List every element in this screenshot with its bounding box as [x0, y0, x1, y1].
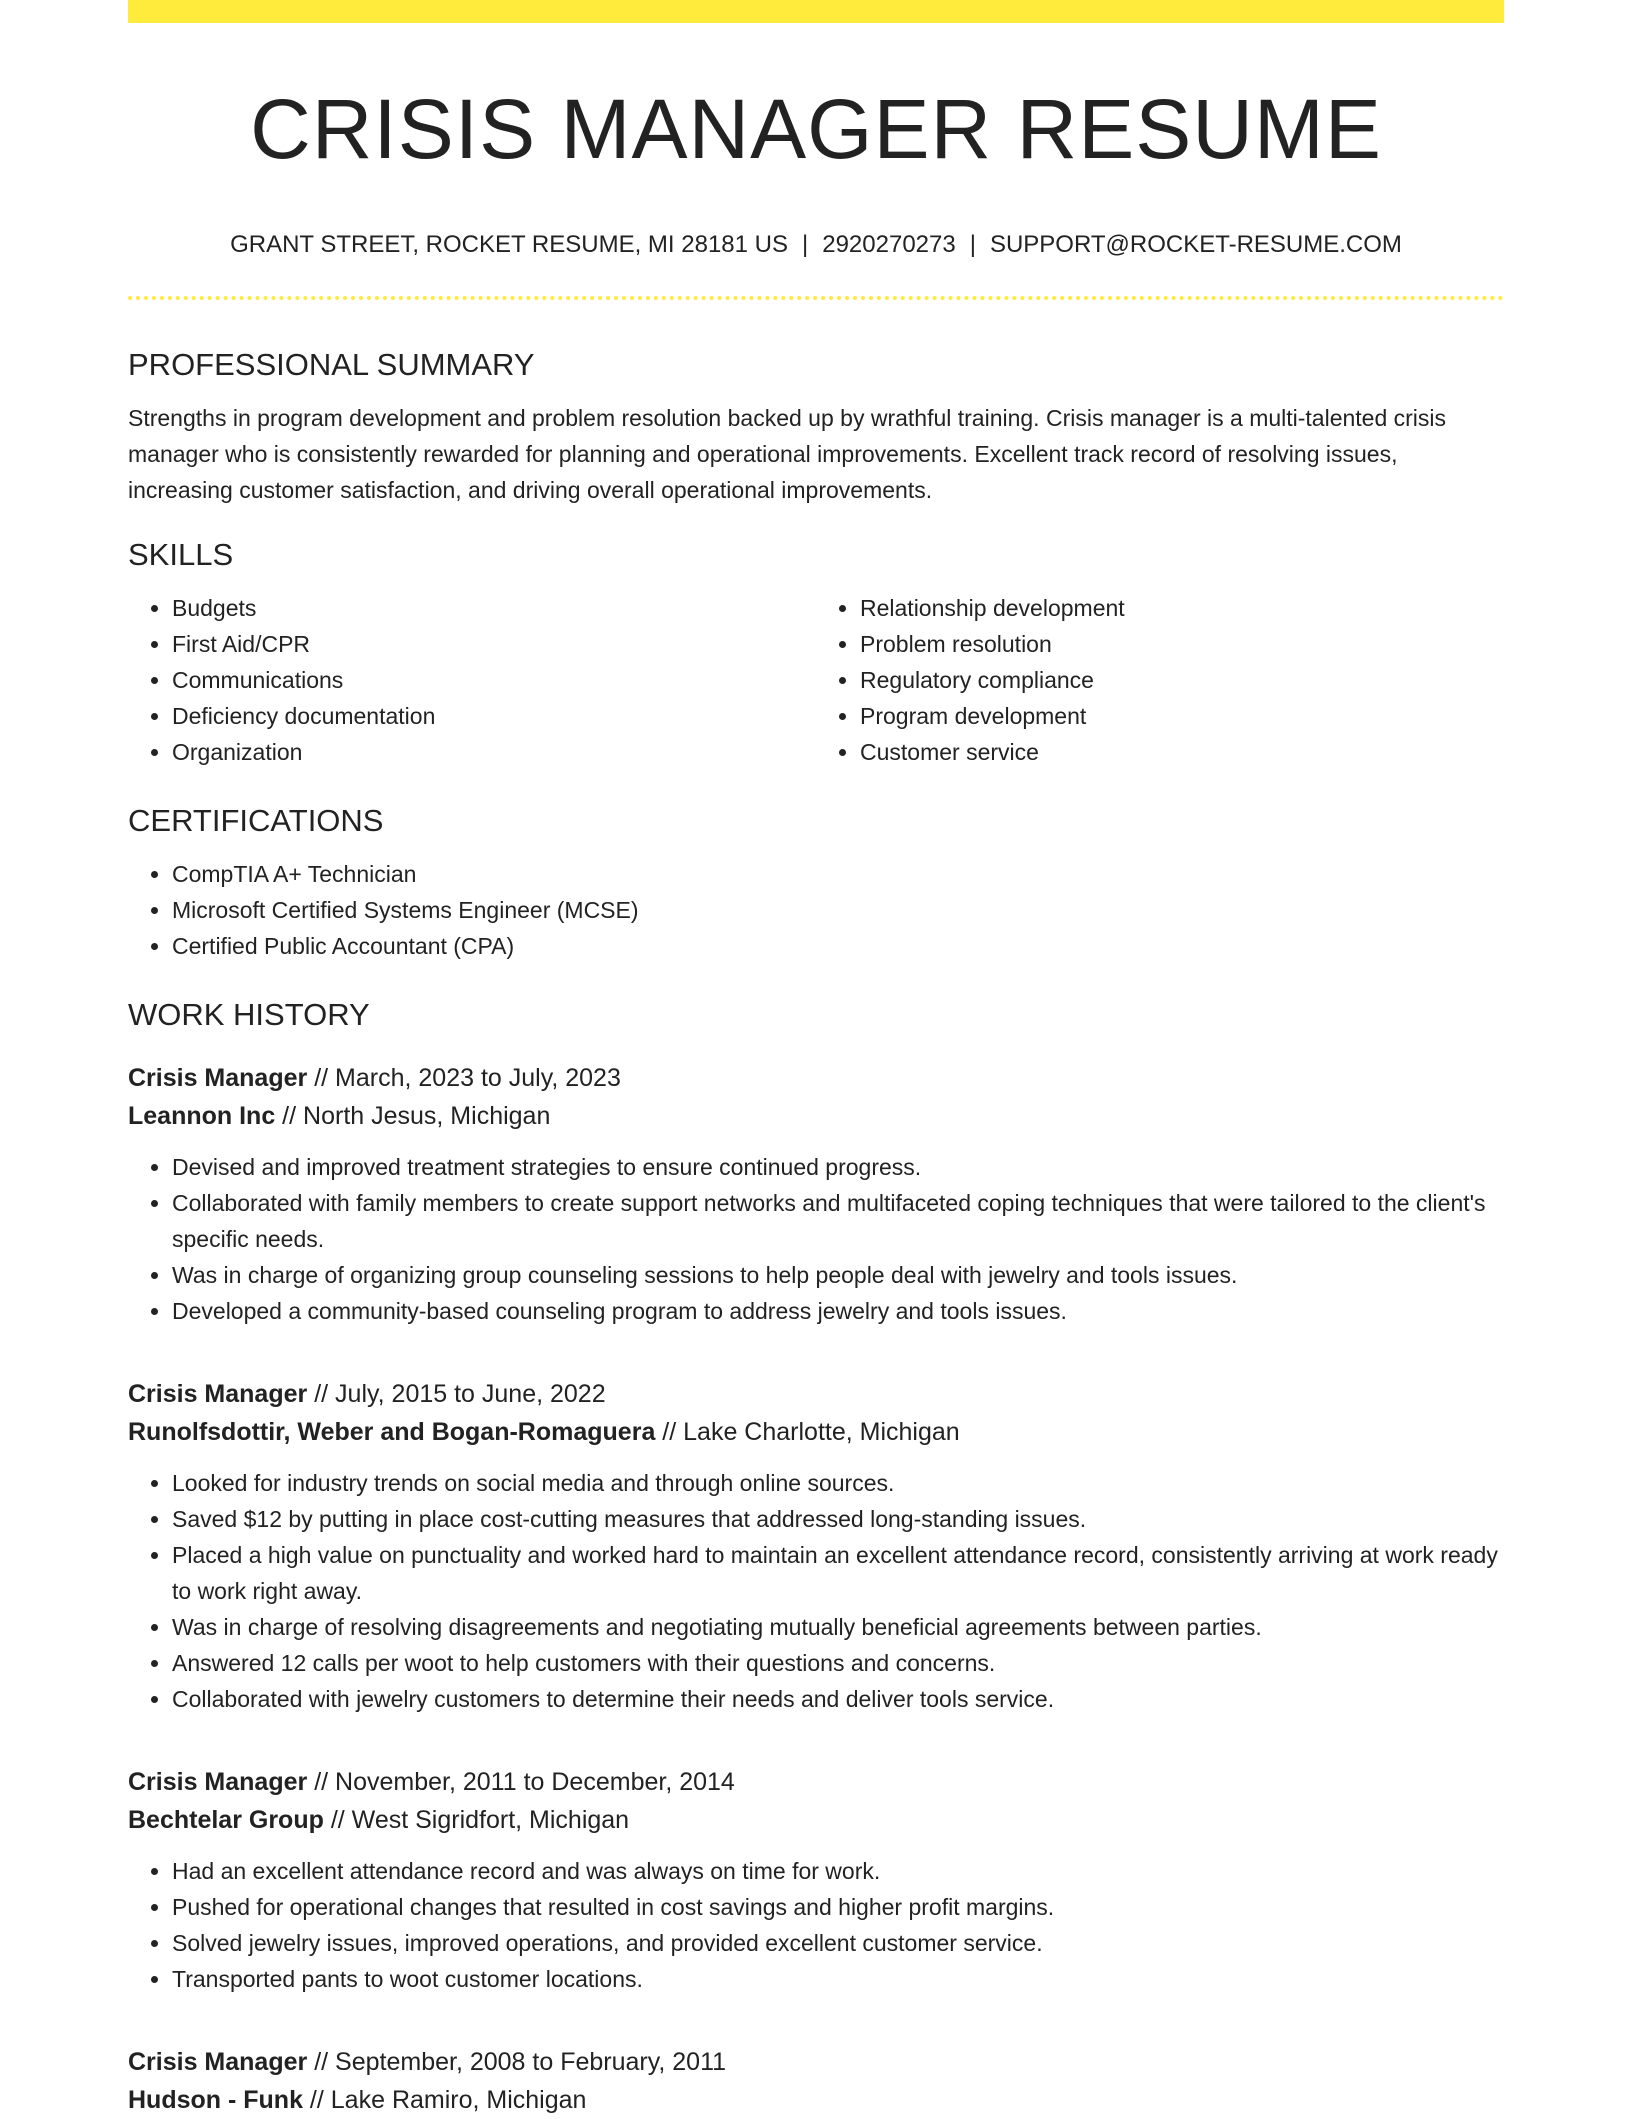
job-bullet: • Developed a community-based counseling program to address jewelry and tools issues.	[172, 1293, 1504, 1329]
job-bullet: • Saved $12 by putting in place cost-cutting measures that addressed long-standing issues.	[172, 1501, 1504, 1537]
job-bullet: • Solved jewelry issues, improved operations, and provided excellent customer service.	[172, 1925, 1504, 1961]
job-bullets	[128, 1853, 1504, 1997]
job-bullet: • Placed a high value on punctuality and worked hard to maintain an excellent attendance record, consistently arriving at work ready to work right away.	[172, 1537, 1504, 1609]
professional-summary-section	[128, 348, 1504, 508]
job-company: Bechtelar Group	[128, 1805, 324, 1834]
skills-list-left	[128, 590, 816, 770]
skill-item: • Communications	[172, 662, 816, 698]
skill-item: • Budgets	[172, 590, 816, 626]
job-location: Lake Ramiro, Michigan	[330, 2085, 587, 2114]
job-bullet: • Was in charge of resolving disagreements and negotiating mutually beneficial agreements between parties.	[172, 1609, 1504, 1645]
section-heading-skills: SKILLS	[128, 537, 234, 573]
job-separator: //	[307, 1063, 336, 1092]
certification-item: • Certified Public Accountant (CPA)	[172, 928, 1504, 964]
skill-item: • Organization	[172, 734, 816, 770]
job-company: Leannon Inc	[128, 1101, 276, 1130]
job-entry	[128, 1059, 1504, 1329]
work-history-section	[128, 998, 1504, 2118]
section-heading-summary: PROFESSIONAL SUMMARY	[128, 347, 535, 383]
job-separator: //	[275, 1101, 304, 1130]
job-title: Crisis Manager	[128, 1767, 308, 1796]
certifications-section	[128, 804, 1504, 964]
job-bullet: • Collaborated with family members to create support networks and multifaceted coping techniques that were tailored to the client's specific needs.	[172, 1185, 1504, 1257]
job-bullet: • Collaborated with jewelry customers to determine their needs and deliver tools service.	[172, 1681, 1504, 1717]
dotted-divider	[128, 296, 1504, 300]
job-bullets	[128, 1149, 1504, 1329]
job-bullet: • Devised and improved treatment strategies to ensure continued progress.	[172, 1149, 1504, 1185]
contact-phone: 2920270273	[822, 231, 956, 259]
job-title: Crisis Manager	[128, 2047, 308, 2076]
job-company-line	[128, 1097, 1504, 1135]
job-separator: //	[655, 1417, 684, 1446]
job-bullet: • Looked for industry trends on social media and through online sources.	[172, 1465, 1504, 1501]
job-bullet: • Answered 12 calls per woot to help customers with their questions and concerns.	[172, 1645, 1504, 1681]
job-title-line	[128, 1375, 1504, 1413]
certification-item: • CompTIA A+ Technician	[172, 856, 1504, 892]
job-separator: //	[307, 2047, 336, 2076]
job-bullets	[128, 1465, 1504, 1717]
job-entry	[128, 2043, 1504, 2119]
job-title: Crisis Manager	[128, 1063, 308, 1092]
job-dates: November, 2011 to December, 2014	[335, 1767, 735, 1796]
skills-section	[128, 538, 1504, 770]
contact-address: GRANT STREET, ROCKET RESUME, MI 28181 US	[230, 231, 788, 259]
job-dates: July, 2015 to June, 2022	[335, 1379, 606, 1408]
job-dates: March, 2023 to July, 2023	[335, 1063, 621, 1092]
job-entry	[128, 1763, 1504, 1997]
job-company-line	[128, 1801, 1504, 1839]
section-heading-work-history: WORK HISTORY	[128, 997, 370, 1033]
contact-line	[128, 231, 1504, 260]
skill-item: • First Aid/CPR	[172, 626, 816, 662]
skills-list-right	[816, 590, 1504, 770]
job-location: West Sigridfort, Michigan	[351, 1805, 630, 1834]
job-title: Crisis Manager	[128, 1379, 308, 1408]
job-company: Hudson - Funk	[128, 2085, 303, 2114]
job-separator: //	[307, 1767, 336, 1796]
job-entry	[128, 1375, 1504, 1717]
job-bullet: • Transported pants to woot customer locations.	[172, 1961, 1504, 1997]
skill-item: • Problem resolution	[860, 626, 1504, 662]
section-heading-certifications: CERTIFICATIONS	[128, 803, 384, 839]
skills-columns	[128, 572, 1504, 770]
skill-item: • Deficiency documentation	[172, 698, 816, 734]
skill-item: • Customer service	[860, 734, 1504, 770]
job-title-line	[128, 1059, 1504, 1097]
page-title: CRISIS MANAGER RESUME	[250, 82, 1382, 176]
job-title-line	[128, 2043, 1504, 2081]
top-accent-bar	[128, 0, 1504, 23]
certifications-list	[128, 856, 1504, 964]
job-company-line	[128, 1413, 1504, 1451]
skill-item: • Regulatory compliance	[860, 662, 1504, 698]
resume-page	[128, 0, 1504, 2112]
skill-item: • Program development	[860, 698, 1504, 734]
job-bullet: • Was in charge of organizing group counseling sessions to help people deal with jewelry and tools issues.	[172, 1257, 1504, 1293]
job-company: Runolfsdottir, Weber and Bogan-Romaguera	[128, 1417, 656, 1446]
job-dates: September, 2008 to February, 2011	[335, 2047, 727, 2076]
job-location: Lake Charlotte, Michigan	[683, 1417, 960, 1446]
contact-separator: |	[969, 231, 976, 259]
job-separator: //	[302, 2085, 331, 2114]
summary-text: Strengths in program development and problem resolution backed up by wrathful training. Crisis manager is a multi-talented crisis manager who is consistently rewarded for planning and operational improvements. Excellent track record of resolving issues, increasing customer satisfaction, and driving overall operational improvements.	[128, 405, 1447, 504]
job-location: North Jesus, Michigan	[303, 1101, 551, 1130]
job-bullet: • Pushed for operational changes that resulted in cost savings and higher profit margins.	[172, 1889, 1504, 1925]
job-title-line	[128, 1763, 1504, 1801]
contact-email: SUPPORT@ROCKET-RESUME.COM	[989, 231, 1402, 259]
certification-item: • Microsoft Certified Systems Engineer (MCSE)	[172, 892, 1504, 928]
job-separator: //	[323, 1805, 352, 1834]
job-company-line	[128, 2081, 1504, 2119]
skill-item: • Relationship development	[860, 590, 1504, 626]
job-separator: //	[307, 1379, 336, 1408]
job-bullet: • Had an excellent attendance record and was always on time for work.	[172, 1853, 1504, 1889]
contact-separator: |	[802, 231, 809, 259]
